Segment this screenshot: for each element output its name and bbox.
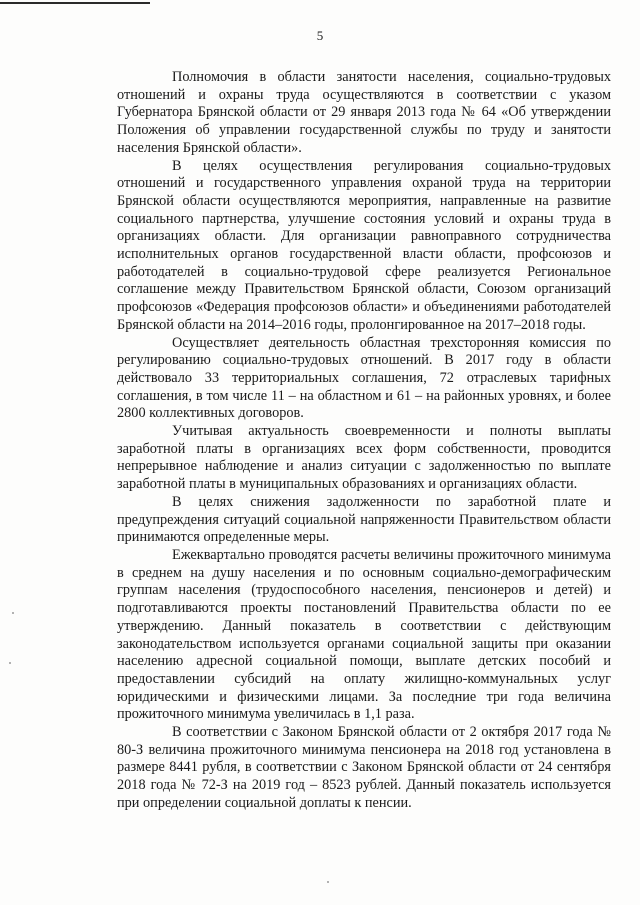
- paragraph-arrears-measures: В целях снижения задолженности по заработной плате и предупреждения ситуаций социальной напряженности Правительством области принимаются определенные меры.: [117, 493, 611, 546]
- paragraph-wage-monitoring: Учитывая актуальность своевременности и полноты выплаты заработной платы в организациях всех форм собственности, проводится непрерывное наблюдение и анализ ситуации с задолженностью по выплате заработной платы в муниципальных образованиях и организациях области.: [117, 423, 611, 493]
- scan-speck: [12, 612, 14, 614]
- paragraph-pensioner-minimum: В соответствии с Законом Брянской области от 2 октября 2017 года № 80-З величина прожиточного минимума пенсионера на 2018 год установлена в размере 8441 рубля, в соответствии с Законом Брянской области от 24 сентября 2018 года № 72-З на 2019 год – 8523 рублей. Данный показатель используется при определении социальной доплаты к пенсии.: [117, 724, 611, 811]
- scan-speck: [9, 662, 11, 664]
- paragraph-employment-powers: Полномочия в области занятости населения, социально-трудовых отношений и охраны труда осуществляются в соответствии с указом Губернатора Брянской области от 29 января 2013 года № 64 «Об утверждении Положения об управлении государственной службы по труду и занятости населения Брянской области».: [117, 69, 611, 156]
- document-body: [117, 69, 611, 813]
- paragraph-subsistence-minimum: Ежеквартально проводятся расчеты величины прожиточного минимума в среднем на душу населения и по основным социально-демографическим группам населения (трудоспособного населения, пенсионеров и детей) и подготавливаются проекты постановлений Правительства области по ее утверждению. Данный показатель в соответствии с действующим законодательством используется органами социальной защиты при оказании населению адресной социальной помощи, выплате детских пособий и предоставлении субсидий на оплату жилищно-коммунальных услуг юридическими и физическими лицами. За последние три года величина прожиточного минимума увеличилась в 1,1 раза.: [117, 546, 611, 723]
- paragraph-tripartite-commission: Осуществляет деятельность областная трехсторонняя комиссия по регулированию социально-трудовых отношений. В 2017 году в области действовало 33 территориальных соглашения, 72 отраслевых тарифных соглашения, в том числе 11 – на областном и 61 – на районных уровнях, и более 2800 коллективных договоров.: [117, 334, 611, 422]
- scan-speck: [327, 881, 329, 883]
- paragraph-social-partnership: В целях осуществления регулирования социально-трудовых отношений и государственного управления охраной труда на территории Брянской области осуществляются мероприятия, направленные на развитие социального партнерства, улучшение состояния условий и охраны труда в организациях области. Для организации равноправного сотрудничества исполнительных органов государственной власти области, профсоюзов и работодателей в социально-трудовой сфере реализуется Региональное соглашение между Правительством Брянской области, Союзом организаций профсоюзов «Федерация профсоюзов области» и объединениями работодателей Брянской области на 2014–2016 годы, пролонгированное на 2017–2018 годы.: [117, 157, 611, 333]
- page-number: 5: [316, 28, 324, 43]
- header-rule: [0, 2, 150, 4]
